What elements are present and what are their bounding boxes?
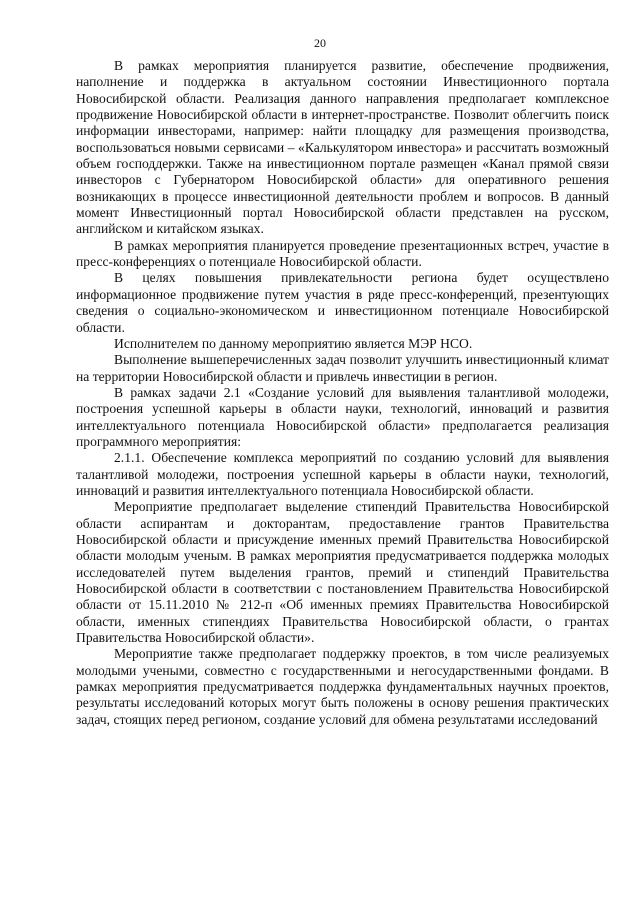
paragraph-investment-portal: В рамках мероприятия планируется развитие, обеспечение продвижения, наполнение и поддержка в актуальном состоянии Инвестиционного портала Новосибирской области. Реализация данного направления предполагает комплексное продвижение Новосибирской области в интернет-пространстве. Позволит облегчить поиск информации инвесторами, например: найти площадку для размещения производства, воспользоваться новыми сервисами – «Калькулятором инвестора» и рассчитать возможный объем господдержки. Также на инвестиционном портале размещен «Канал прямой связи инвесторов с Губернатором Новосибирской области» для оперативного решения возникающих в процессе инвестиционной деятельности проблем и вопросов. В данный момент Инвестиционный портал Новосибирской области представлен на русском, английском и китайском языках. — [76, 58, 609, 237]
paragraph-scholarships-grants: Мероприятие предполагает выделение стипендий Правительства Новосибирской области аспирантам и докторантам, предоставление грантов Правительства Новосибирской области и присуждение именных премий Правительства Новосибирской области молодым ученым. В рамках мероприятия предусматривается поддержка молодых исследователей путем выделения грантов, премий и стипендий Правительства Новосибирской области в соответствии с постановлением Правительства Новосибирской области от 15.11.2010 № 212-п «Об именных премиях Правительства Новосибирской области, именных стипендиях Правительства Новосибирской области, о грантах Правительства Новосибирской области». — [76, 499, 609, 646]
paragraph-project-support: Мероприятие также предполагает поддержку проектов, в том числе реализуемых молодыми учеными, совместно с государственными и негосударственными фондами. В рамках мероприятия предусматривается поддержка фундаментальных научных проектов, результаты исследований которых могут быть положены в основу решения практических задач, стоящих перед регионом, создание условий для обмена результатами исследований — [76, 646, 609, 727]
document-body — [76, 58, 609, 728]
paragraph-executor: Исполнителем по данному мероприятию является МЭР НСО. — [114, 335, 473, 351]
paragraph-information-promotion: В целях повышения привлекательности региона будет осуществлено информационное продвижение путем участия в ряде пресс-конференций, презентующих сведения о социально-экономическом и инвестиционном потенциале Новосибирской области. — [76, 270, 609, 335]
page-number: 20 — [314, 36, 326, 50]
paragraph-investment-climate: Выполнение вышеперечисленных задач позволит улучшить инвестиционный климат на территории Новосибирской области и привлечь инвестиции в регион. — [76, 352, 609, 384]
paragraph-measure-2-1-1: 2.1.1. Обеспечение комплекса мероприятий по созданию условий для выявления талантливой молодежи, построения успешной карьеры в области науки, технологий, инноваций и развития интеллектуального потенциала Новосибирской области. — [76, 450, 609, 498]
paragraph-presentation-meetings: В рамках мероприятия планируется проведение презентационных встреч, участие в пресс-конференциях о потенциале Новосибирской области. — [76, 237, 609, 270]
paragraph-task-2-1: В рамках задачи 2.1 «Создание условий для выявления талантливой молодежи, построения успешной карьеры в области науки, технологий, инноваций и развития интеллектуального потенциала Новосибирской области» предполагается реализация программного мероприятия: — [76, 384, 609, 449]
